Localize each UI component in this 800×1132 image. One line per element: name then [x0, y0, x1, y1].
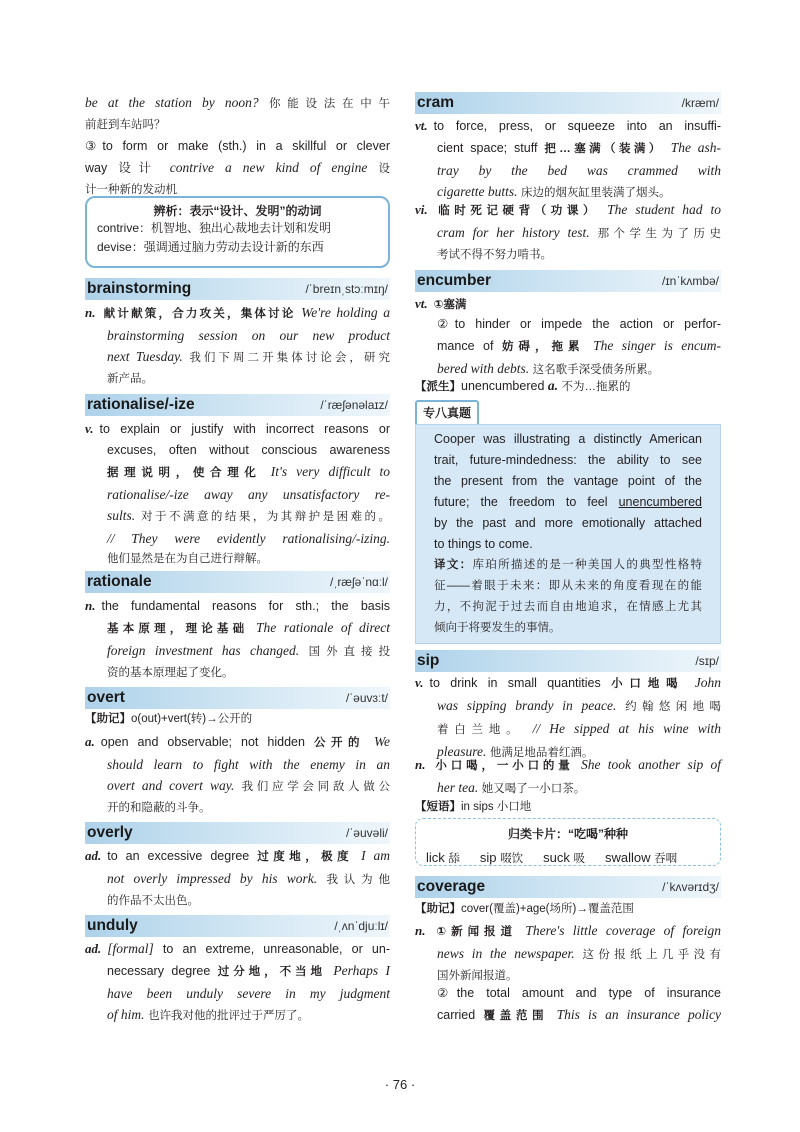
- part-of-speech: n.: [415, 923, 426, 938]
- example-zh: 约翰悠闲地喝: [625, 701, 721, 713]
- part-of-speech: vi.: [415, 202, 428, 217]
- example-zh: 也许我对他的批评过于严厉了。: [148, 1010, 309, 1022]
- part-of-speech: vt.: [415, 118, 428, 133]
- part-of-speech: vt.: [415, 296, 428, 311]
- register-label: [formal]: [107, 941, 154, 956]
- example-en: not overly impressed by his work.: [107, 871, 318, 886]
- entry-body: [415, 115, 721, 204]
- headword: brainstorming: [87, 280, 192, 297]
- example-en: The singer is encum-: [593, 338, 722, 353]
- analysis-desc: 机智地、独出心裁地去计划和发明: [151, 221, 332, 235]
- headword-bar: [85, 915, 390, 937]
- entry-body: [415, 983, 721, 1027]
- example-en: have been unduly severe in my judgment: [107, 986, 390, 1001]
- example-en: John: [694, 675, 722, 690]
- passage-line: to things to come.: [434, 537, 533, 551]
- part-of-speech: ad.: [85, 848, 102, 863]
- definition: carried: [437, 1008, 476, 1022]
- definition: to an excessive degree: [107, 849, 250, 863]
- part-of-speech: v.: [415, 675, 424, 690]
- definition: mance of: [437, 339, 494, 353]
- translation-label: 译文：: [434, 559, 473, 571]
- example-en: brainstorming session on our new product: [107, 328, 390, 343]
- example-en: // He sipped at his wine with: [532, 721, 722, 736]
- example-zh: 新产品。: [107, 373, 153, 385]
- example-en: rationalise/-ize away any unsatisfactory re-: [107, 487, 390, 502]
- entry-body: [415, 293, 721, 316]
- example-zh: 她又喝了一小口茶。: [481, 783, 586, 795]
- entry-body: [415, 314, 721, 381]
- part-of-speech: v.: [85, 421, 94, 436]
- translation-line: 征——着眼于未来：即从未来的角度看现在的能: [434, 580, 702, 592]
- card-title: 归类卡片：“吃喝”种种: [507, 827, 628, 841]
- category-card: [415, 818, 721, 866]
- section-label: 【派生】: [415, 381, 461, 393]
- example-en: I am: [361, 848, 390, 863]
- mnemonic: o(out)+vert(转)→公开的: [131, 713, 253, 725]
- headword: coverage: [417, 878, 486, 895]
- example-en: sults.: [107, 508, 136, 523]
- page-number: · 76 ·: [384, 1077, 416, 1092]
- pronunciation: /ɪnˈkʌmbə/: [662, 274, 719, 288]
- example-zh: 资的基本原理起了变化。: [107, 667, 234, 679]
- example-zh: 设: [378, 163, 390, 175]
- part-of-speech: a.: [85, 734, 95, 749]
- card-item-en: sip: [479, 850, 497, 865]
- translation-line: 库珀所描述的是一种美国人的典型性格特: [472, 559, 703, 571]
- gloss-zh: ①新闻报道: [431, 926, 517, 938]
- example-en: tray by the bed was crammed with: [437, 163, 721, 178]
- example-zh: 开的和隐蔽的斗争。: [107, 802, 211, 814]
- example-en: The student had to: [607, 202, 721, 217]
- pronunciation: /ˈəuvɜːt/: [345, 691, 388, 705]
- gloss-zh: 妨碍，拖累: [501, 341, 585, 353]
- definition: to an extreme, unreasonable, or un-: [162, 942, 390, 956]
- section-label: 【助记】: [415, 903, 461, 915]
- part-of-speech: n.: [415, 757, 426, 772]
- entry-body: [415, 920, 721, 987]
- entry-body: [85, 302, 390, 390]
- translation-line: 倾向于将要发生的事情。: [434, 622, 561, 634]
- example-en: pleasure.: [437, 744, 487, 759]
- example-en: should learn to fight with the enemy in an: [107, 757, 390, 772]
- entry-body: [415, 796, 721, 818]
- gloss-zh: 不为…拖累的: [561, 381, 631, 393]
- section-label: 【助记】: [85, 713, 131, 725]
- passage-line: the present from the vantage point of the: [434, 474, 702, 488]
- headword: unduly: [87, 917, 138, 934]
- part-of-speech: n.: [85, 305, 96, 320]
- definition: cient space; stuff: [437, 141, 538, 155]
- translation-line: 力，不拘泥于过去而自由地追求，在情感上尤其: [434, 601, 702, 613]
- example-en: She took another sip of: [581, 757, 721, 772]
- exam-box: [415, 424, 721, 644]
- card-item-zh: 舔: [448, 853, 460, 865]
- example-zh: 着白兰地。: [437, 724, 524, 736]
- card-item-zh: 吸: [573, 853, 586, 865]
- underlined-word: unencumbered: [618, 495, 702, 509]
- example-zh: 计一种新的发动机: [85, 184, 177, 196]
- headword-bar: [85, 571, 390, 593]
- derived-word: unencumbered: [461, 379, 545, 393]
- headword-bar: [85, 394, 390, 416]
- pronunciation: /ˈəuvəli/: [345, 826, 388, 840]
- card-item-zh: 啜饮: [500, 853, 524, 865]
- definition: ②the total amount and type of insurance: [437, 986, 721, 1000]
- card-item-en: swallow: [605, 850, 651, 865]
- example-en: news in the newspaper.: [437, 946, 575, 961]
- example-en: It's very difficult to: [270, 464, 390, 479]
- definition: to explain or justify with incorrect reasons or: [99, 422, 390, 436]
- headword: rationalise/-ize: [87, 396, 195, 413]
- headword: cram: [417, 94, 455, 111]
- card-item: [426, 850, 460, 866]
- headword: rationale: [87, 573, 152, 590]
- example-zh: 这份报纸上几乎没有: [582, 949, 721, 961]
- pronunciation: /ˌʌnˈdjuːlɪ/: [334, 919, 388, 933]
- entry-body: [415, 754, 721, 800]
- gloss-zh: 小口地喝: [611, 678, 685, 690]
- example-zh: 的作品不太出色。: [107, 895, 199, 907]
- example-zh: 我认为他: [326, 874, 390, 886]
- gloss-zh: 过度地，极度: [257, 851, 354, 863]
- gloss-zh: 过分地，不当地: [217, 966, 326, 978]
- gloss-zh: 把…塞满（装满）: [544, 143, 664, 155]
- exam-passage: [434, 429, 702, 639]
- analysis-word: devise：: [97, 240, 144, 254]
- definition: to drink in small quantities: [429, 676, 601, 690]
- example-zh: 他满足地品着红酒。: [489, 747, 594, 759]
- gloss-zh: 小口喝，一小口的量: [431, 760, 574, 772]
- example-zh: 我们应学会同敌人做公: [241, 781, 390, 793]
- entry-body: [415, 199, 721, 266]
- headword-bar: [85, 687, 390, 709]
- example-zh: 床边的烟灰缸里装满了烟头。: [520, 187, 671, 199]
- example-en: be at the station by noon?: [85, 95, 259, 110]
- definition: the fundamental reasons for sth.; the basis: [101, 599, 390, 613]
- exam-tag: 专八真题: [415, 400, 479, 426]
- sense-gloss: way 设计: [85, 161, 159, 175]
- entry-body: [85, 418, 390, 570]
- analysis-box: [85, 196, 390, 268]
- example-zh: 考试不得不努力啃书。: [437, 249, 552, 261]
- gloss-zh: 覆盖范围: [483, 1010, 549, 1022]
- definition: open and observable; not hidden: [100, 735, 305, 749]
- example-zh: 他们显然是在为自己进行辩解。: [107, 553, 268, 565]
- gloss-zh: 临时死记硬背（功课）: [433, 205, 600, 217]
- headword-bar: [85, 278, 390, 300]
- entry-body: [415, 672, 721, 764]
- analysis-word: contrive：: [97, 221, 152, 235]
- analysis-title: 辨析：表示“设计、发明”的动词: [153, 204, 322, 218]
- definition: to force, press, or squeeze into an insuffi-: [433, 119, 721, 133]
- example-zh: 国外新闻报道。: [437, 970, 518, 982]
- definition: necessary degree: [107, 964, 211, 978]
- example-zh: 国外直接投: [308, 646, 390, 658]
- headword: overly: [87, 824, 133, 841]
- sense-definition: ③to form or make (sth.) in a skillful or clever: [85, 139, 390, 153]
- analysis-line: [97, 219, 388, 238]
- entry-body: [415, 899, 721, 920]
- pronunciation: /kræm/: [681, 96, 719, 110]
- example-zh: 这名歌手深受债务所累。: [532, 364, 660, 376]
- example-en: of him.: [107, 1007, 145, 1022]
- mnemonic: cover(覆盖)+age(场所)→覆盖范围: [461, 903, 634, 915]
- definition: excuses, often without conscious awareness: [107, 443, 390, 457]
- example-zh: 我们下周二开集体讨论会，研究: [189, 352, 390, 364]
- pronunciation: /sɪp/: [695, 654, 719, 668]
- part-of-speech: n.: [85, 598, 96, 613]
- example-en: contrive a new kind of engine: [169, 160, 368, 175]
- gloss-zh: 献计献策，合力攻关，集体讨论: [101, 308, 296, 320]
- example-en: overt and covert way.: [107, 778, 235, 793]
- entry-body: [85, 595, 390, 684]
- passage-line: Cooper was illustrating a distinctly American: [434, 432, 702, 446]
- pronunciation: /ˈkʌvərɪdʒ/: [662, 880, 719, 894]
- example-en: Perhaps I: [333, 963, 390, 978]
- pronunciation: /ˈræʃənəlaɪz/: [320, 398, 388, 412]
- entry-body: [85, 845, 390, 912]
- headword: encumber: [417, 272, 492, 289]
- devise-continued: [85, 92, 390, 201]
- example-zh: 对于不满意的结果，为其辩护是困难的。: [141, 511, 391, 523]
- example-zh: 你能设法在中午: [268, 98, 391, 110]
- analysis-line: [97, 238, 388, 257]
- gloss-zh: 据理说明，使合理化: [107, 467, 262, 479]
- card-item: [605, 850, 677, 866]
- headword-bar: [415, 650, 721, 672]
- part-of-speech: a.: [547, 378, 559, 393]
- headword: overt: [87, 689, 125, 706]
- passage-line: by the past and more emotionally attached: [434, 516, 702, 530]
- card-item: [480, 850, 523, 866]
- gloss-zh: 基本原理，理论基础: [107, 623, 249, 635]
- phrase: in sips 小口地: [461, 801, 532, 813]
- example-en: The ash-: [670, 140, 721, 155]
- passage-line: trait, future-mindedness: the ability to see: [434, 453, 702, 467]
- card-item-en: lick: [426, 850, 445, 865]
- headword: sip: [417, 652, 440, 669]
- pronunciation: /ˌræʃəˈnɑːl/: [329, 575, 388, 589]
- card-item: [543, 850, 585, 866]
- definition: ②to hinder or impede the action or perfor-: [437, 317, 721, 331]
- gloss-zh: 公开的: [313, 737, 365, 749]
- example-en: We: [374, 734, 390, 749]
- example-en: // They were evidently rationalising/-izing.: [107, 531, 390, 546]
- headword-bar: [85, 822, 390, 844]
- example-en: foreign investment has changed.: [107, 643, 300, 658]
- example-en: her tea.: [437, 780, 479, 795]
- headword-bar: [415, 876, 721, 898]
- example-en: The rationale of direct: [256, 620, 390, 635]
- entry-body: [85, 731, 390, 819]
- part-of-speech: ad.: [85, 941, 102, 956]
- card-item-zh: 吞咽: [654, 853, 678, 865]
- example-en: There's little coverage of foreign: [525, 923, 721, 938]
- example-en: cigarette butts.: [437, 184, 518, 199]
- pronunciation: /ˈbreɪnˌstɔːmɪŋ/: [305, 282, 388, 296]
- example-zh: 前赶到车站吗？: [85, 119, 166, 131]
- example-en: This is an insurance policy: [556, 1007, 722, 1022]
- section-label: 【短语】: [415, 801, 461, 813]
- example-zh: 那个学生为了历史: [597, 228, 721, 240]
- analysis-desc: 强调通过脑力劳动去设计新的东西: [143, 240, 324, 254]
- example-en: We're holding a: [301, 305, 391, 320]
- example-en: was sipping brandy in peace.: [437, 698, 617, 713]
- entry-body: [415, 375, 721, 398]
- gloss-zh: ①塞满: [433, 299, 467, 311]
- passage-line: future; the freedom to feel: [434, 495, 608, 509]
- example-en: bered with debts.: [437, 361, 530, 376]
- entry-body: [85, 709, 390, 730]
- headword-bar: [415, 92, 721, 114]
- card-item-en: suck: [543, 850, 570, 865]
- headword-bar: [415, 270, 721, 292]
- example-en: next Tuesday.: [107, 349, 183, 364]
- card-items: [426, 850, 720, 866]
- example-en: cram for her history test.: [437, 225, 590, 240]
- entry-body: [85, 938, 390, 1027]
